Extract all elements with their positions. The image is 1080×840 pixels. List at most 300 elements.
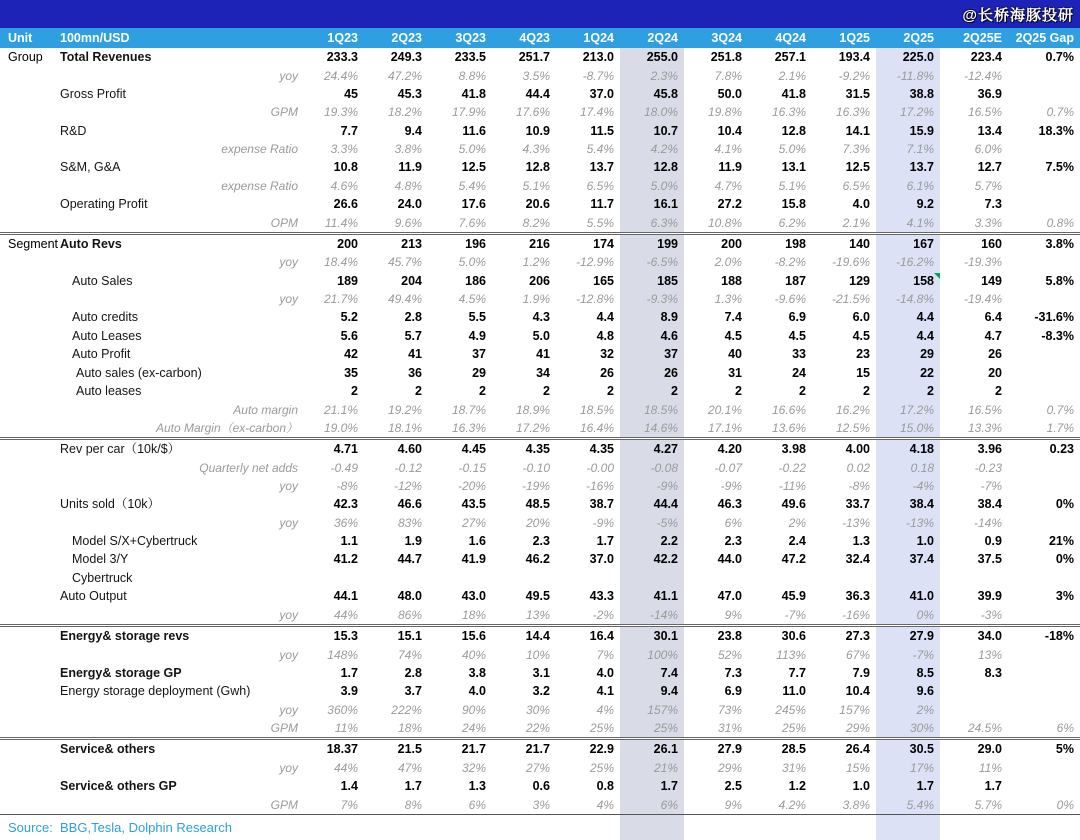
value-cell: 1.7 [620, 777, 684, 795]
value-cell: 16.2% [835, 402, 870, 417]
section-label [0, 796, 58, 815]
value-cell: 47.2 [781, 552, 806, 567]
value-cell: 43.0 [461, 589, 486, 604]
row-label: Energy& storage GP [60, 665, 182, 680]
value-cell: 6% [724, 515, 742, 530]
value-cell: 13.3% [967, 421, 1002, 435]
value-cell: 46.6 [397, 497, 422, 512]
value-cell [876, 569, 940, 587]
gap-cell: -18% [1008, 626, 1080, 646]
value-cell: 38.7 [589, 497, 614, 512]
value-cell: 2.8 [404, 665, 422, 680]
value-cell: 4.5 [724, 328, 742, 343]
value-cell: 4.4 [596, 310, 614, 325]
source-empty-cell [364, 815, 428, 840]
value-cell: 5.0% [458, 142, 486, 157]
value-cell [364, 569, 428, 587]
gap-cell [1008, 701, 1080, 719]
value-cell: 0.02 [846, 460, 870, 475]
header-quarter: 3Q24 [684, 28, 748, 48]
value-cell: 18.9% [515, 402, 550, 417]
value-cell: 4.3% [522, 142, 550, 157]
section-label [0, 66, 58, 84]
value-cell: 36.3 [845, 589, 870, 604]
value-cell: 9.4 [404, 123, 422, 138]
value-cell: 32.4 [845, 552, 870, 567]
value-cell: 22% [525, 721, 550, 736]
table-row [0, 195, 1080, 213]
value-cell: 17.2% [876, 103, 940, 121]
gap-cell: 1.7% [1046, 421, 1074, 435]
table-row [0, 345, 1080, 363]
value-cell: 29.0 [940, 739, 1008, 759]
value-cell: 52% [717, 647, 742, 662]
value-cell: -9% [620, 477, 684, 495]
value-cell: 5.4% [458, 178, 486, 193]
header-quarter: 1Q25 [812, 28, 876, 48]
value-cell: 1.6 [468, 534, 486, 549]
value-cell: 36 [408, 365, 422, 380]
value-cell: 200 [684, 233, 748, 253]
value-cell: 16.3% [771, 105, 806, 120]
row-label: OPM [270, 215, 298, 230]
value-cell: 6.2% [778, 215, 806, 230]
value-cell: 26.1 [620, 739, 684, 759]
section-label [0, 419, 58, 439]
value-cell: 46.2 [525, 552, 550, 567]
value-cell: 50.0 [717, 86, 742, 101]
value-cell: 6.0 [852, 310, 870, 325]
value-cell: 45.9 [781, 589, 806, 604]
value-cell: -0.15 [458, 460, 486, 475]
value-cell: 1.2% [522, 255, 550, 270]
value-cell: 4.3 [532, 310, 550, 325]
value-cell: 18% [397, 721, 422, 736]
table-row [0, 272, 1080, 290]
value-cell: 24 [792, 365, 806, 380]
value-cell: 4.27 [620, 439, 684, 459]
row-label: Auto Margin（ex-carbon） [155, 421, 298, 435]
value-cell: 225.0 [876, 48, 940, 66]
value-cell: -8% [848, 479, 870, 494]
value-cell: 26.6 [333, 197, 358, 212]
section-label [0, 290, 58, 308]
value-cell: 1.3 [852, 534, 870, 549]
value-cell: 2 [799, 383, 806, 398]
value-cell: 249.3 [390, 49, 422, 64]
section-label [0, 439, 58, 459]
value-cell: -21.5% [831, 292, 870, 307]
value-cell: 9.4 [620, 682, 684, 700]
value-cell: 2.4 [788, 534, 806, 549]
value-cell: 2 [479, 383, 486, 398]
gap-cell: 6% [1056, 721, 1074, 736]
value-cell: 12.8 [525, 160, 550, 175]
source-empty-cell [940, 815, 1008, 840]
source-empty-cell [556, 815, 620, 840]
value-cell: 4.8 [596, 328, 614, 343]
value-cell: 40 [728, 347, 742, 362]
value-cell: -12.4% [963, 68, 1002, 83]
value-cell: 30% [525, 702, 550, 717]
row-label: Service& others GP [60, 779, 177, 794]
gap-cell [1008, 85, 1080, 103]
value-cell: -7% [876, 646, 940, 664]
value-cell: 15 [856, 365, 870, 380]
row-label: Auto sales (ex-carbon) [76, 365, 202, 380]
value-cell: 6.9 [788, 310, 806, 325]
value-cell: 17% [876, 759, 940, 777]
value-cell: -9% [720, 479, 742, 494]
value-cell: 5.1% [522, 178, 550, 193]
value-cell: 6% [468, 797, 486, 812]
table-row [0, 701, 1080, 719]
value-cell: 187 [785, 273, 806, 288]
watermark-dolphin-research: @长桥海豚投研 [962, 6, 1074, 24]
value-cell: 7.4 [724, 310, 742, 325]
value-cell: 41.9 [461, 552, 486, 567]
value-cell: -9.2% [838, 68, 870, 83]
value-cell: 2.8 [404, 310, 422, 325]
value-cell: 193.4 [838, 49, 870, 64]
value-cell: 16.5% [967, 402, 1002, 417]
value-cell: 1.3% [714, 292, 742, 307]
value-cell [684, 569, 748, 587]
value-cell: -0.07 [714, 460, 742, 475]
value-cell: 44.0 [717, 552, 742, 567]
value-cell: 13.1 [781, 160, 806, 175]
value-cell: 35 [344, 365, 358, 380]
value-cell: 24.4% [323, 68, 358, 83]
value-cell: 174 [556, 233, 620, 253]
table-row [0, 327, 1080, 345]
value-cell: 2.3 [724, 534, 742, 549]
value-cell: 13.7 [589, 160, 614, 175]
value-cell: 6.1% [876, 177, 940, 195]
value-cell: 24.0 [397, 197, 422, 212]
value-cell: 8.2% [522, 215, 550, 230]
section-label [0, 587, 58, 605]
value-cell: -16% [585, 479, 614, 494]
table-row [0, 646, 1080, 664]
value-cell: 0.6 [532, 779, 550, 794]
value-cell: 2.5 [724, 779, 742, 794]
value-cell: 7.4 [620, 664, 684, 682]
gap-cell: -31.6% [1034, 310, 1074, 325]
value-cell: 165 [593, 273, 614, 288]
section-label [0, 777, 58, 795]
value-cell: 1.7 [340, 665, 358, 680]
value-cell: 26 [620, 364, 684, 382]
section-label [0, 214, 58, 234]
value-cell: 11% [978, 761, 1002, 776]
value-cell: 45 [344, 86, 358, 101]
table-row [0, 682, 1080, 700]
source-text: BBG,Tesla, Dolphin Research [58, 815, 300, 840]
section-label [0, 382, 58, 400]
header-quarter: 3Q23 [428, 28, 492, 48]
value-cell: 44.4 [620, 495, 684, 513]
gap-cell [1008, 646, 1080, 664]
gap-cell: -8.3% [1041, 328, 1074, 343]
value-cell: 9% [724, 607, 742, 622]
value-cell: 37.4 [876, 551, 940, 569]
value-cell: 11.6 [462, 123, 486, 138]
value-cell: 5.4% [876, 796, 940, 815]
value-cell: 4.5% [458, 292, 486, 307]
value-cell: 21.7 [492, 739, 556, 759]
value-cell: -19% [521, 479, 550, 494]
gap-cell [1008, 606, 1080, 626]
value-cell: 33 [792, 347, 806, 362]
header-quarter: 4Q23 [492, 28, 556, 48]
value-cell: 14.6% [620, 419, 684, 439]
value-cell: 4.0 [852, 197, 870, 212]
value-cell: 3.3% [974, 215, 1002, 230]
gap-cell [1008, 569, 1080, 587]
gap-cell: 3.8% [1008, 233, 1080, 253]
value-cell: 4.6% [330, 178, 358, 193]
table-row [0, 606, 1080, 626]
value-cell: -19.6% [831, 255, 870, 270]
value-cell: 36.9 [977, 86, 1002, 101]
gap-cell [1008, 195, 1080, 213]
gap-cell: 0% [1056, 797, 1074, 812]
value-cell: 2.2 [620, 532, 684, 550]
value-cell: 49.5 [525, 589, 550, 604]
value-cell: 200 [300, 233, 364, 253]
value-cell: 7% [340, 797, 358, 812]
value-cell: 206 [529, 273, 550, 288]
value-cell: 46.3 [717, 497, 742, 512]
value-cell: 199 [620, 233, 684, 253]
section-label [0, 272, 58, 290]
row-label: Total Revenues [60, 49, 152, 64]
value-cell: 23.8 [684, 626, 748, 646]
value-cell: 10.9 [525, 123, 550, 138]
value-cell: 40% [461, 647, 486, 662]
value-cell: -0.23 [974, 460, 1002, 475]
value-cell: 7.9 [852, 665, 870, 680]
gap-cell: 0.7% [1045, 49, 1074, 64]
header-quarter: 4Q24 [748, 28, 812, 48]
value-cell: 12.5 [461, 160, 486, 175]
value-cell: 49.4% [387, 292, 422, 307]
row-label: Model S/X+Cybertruck [72, 534, 198, 549]
gap-cell [1008, 759, 1080, 777]
section-label [0, 122, 58, 140]
row-label: expense Ratio [221, 142, 298, 157]
value-cell: 15.3 [300, 626, 364, 646]
value-cell: 4.4 [876, 327, 940, 345]
value-cell: 19.2% [387, 402, 422, 417]
header-quarter: 1Q23 [300, 28, 364, 48]
value-cell: 7.6% [458, 215, 486, 230]
value-cell: 15.1 [364, 626, 428, 646]
value-cell: 10.4 [717, 123, 742, 138]
value-cell: 6.4 [984, 310, 1002, 325]
table-row [0, 177, 1080, 195]
value-cell: 1.0 [852, 779, 870, 794]
value-cell: 17.2% [515, 421, 550, 435]
value-cell: 2 [995, 383, 1002, 398]
value-cell: 213.0 [582, 49, 614, 64]
value-cell: 2% [876, 701, 940, 719]
value-cell: 213 [364, 233, 428, 253]
value-cell: 16.5% [967, 105, 1002, 120]
row-label: yoy [279, 702, 298, 717]
value-cell: 3% [532, 797, 550, 812]
value-cell: 29% [717, 761, 742, 776]
row-label: Service& others [58, 739, 300, 759]
value-cell: 8.9 [620, 308, 684, 326]
table-row [0, 514, 1080, 532]
section-label [0, 477, 58, 495]
value-cell: 15.8 [781, 197, 806, 212]
value-cell: 198 [748, 233, 812, 253]
header-quarter-estimate: 2Q25E [940, 28, 1008, 48]
table-row [0, 290, 1080, 308]
value-cell: 17.6 [461, 197, 486, 212]
source-label: Source: [0, 815, 58, 840]
value-cell: 9.6% [394, 215, 422, 230]
value-cell: 158 [876, 272, 940, 290]
value-cell: 17.2% [876, 400, 940, 418]
value-cell: 3.96 [940, 439, 1008, 459]
gap-cell: 0% [1055, 552, 1074, 567]
value-cell: 38.8 [876, 85, 940, 103]
section-label [0, 253, 58, 271]
value-cell: 30% [876, 719, 940, 739]
table-row [0, 569, 1080, 587]
source-empty-cell [428, 815, 492, 840]
value-cell: 30.6 [748, 626, 812, 646]
value-cell: 4.00 [812, 439, 876, 459]
value-cell: 1.0 [876, 532, 940, 550]
table-row [0, 777, 1080, 795]
value-cell: 29% [845, 721, 870, 736]
table-row [0, 85, 1080, 103]
value-cell: 5.7 [404, 328, 422, 343]
value-cell: 42.3 [333, 497, 358, 512]
value-cell: -6.5% [620, 253, 684, 271]
value-cell: 18.5% [620, 400, 684, 418]
section-label [0, 759, 58, 777]
row-label: Auto Leases [72, 328, 142, 343]
value-cell: 18.2% [387, 105, 422, 120]
value-cell: 4.71 [300, 439, 364, 459]
table-row [0, 587, 1080, 605]
value-cell [940, 569, 1008, 587]
value-cell: -12.9% [575, 255, 614, 270]
value-cell: 26 [988, 347, 1002, 362]
value-cell: 2 [863, 383, 870, 398]
section-label: Segment [0, 233, 58, 253]
row-label: R&D [60, 123, 87, 138]
table-row [0, 739, 1080, 759]
value-cell: -8.7% [582, 68, 614, 83]
section-label [0, 364, 58, 382]
value-cell [940, 701, 1008, 719]
value-cell: -16.2% [876, 253, 940, 271]
value-cell: 2 [620, 382, 684, 400]
section-label: Group [8, 49, 43, 64]
value-cell: 37.0 [589, 552, 614, 567]
value-cell: 18.0% [620, 103, 684, 121]
section-label [0, 701, 58, 719]
section-label [0, 140, 58, 158]
source-empty-cell [300, 815, 364, 840]
value-cell: 28.5 [748, 739, 812, 759]
value-cell: -9.3% [620, 290, 684, 308]
value-cell: 6% [620, 796, 684, 815]
value-cell: 2 [415, 383, 422, 398]
value-cell: 2.1% [842, 215, 870, 230]
gap-cell: 5.8% [1045, 273, 1074, 288]
value-cell: 16.1 [620, 195, 684, 213]
value-cell: 44.7 [397, 552, 422, 567]
value-cell: 7.7 [340, 123, 358, 138]
table-row [0, 532, 1080, 550]
value-cell: 188 [721, 273, 742, 288]
section-label [0, 327, 58, 345]
table-row [0, 253, 1080, 271]
value-cell: 4.18 [876, 439, 940, 459]
value-cell: -13% [841, 515, 870, 530]
gap-cell [1008, 140, 1080, 158]
value-cell: -14.8% [876, 290, 940, 308]
value-cell: 5.0% [778, 142, 806, 157]
gap-cell [1008, 682, 1080, 700]
row-label: GPM [270, 105, 298, 120]
value-cell: 16.4% [579, 421, 614, 435]
value-cell: 22.9 [556, 739, 620, 759]
value-cell: 245% [775, 702, 806, 717]
value-cell: 1.4 [340, 779, 358, 794]
value-cell: 13% [977, 647, 1002, 662]
table-row [0, 400, 1080, 418]
row-label: expense Ratio [221, 178, 298, 193]
value-cell: 4.8% [394, 178, 422, 193]
value-cell: 18.1% [387, 421, 422, 435]
value-cell: 3.7 [404, 684, 422, 699]
section-label [0, 103, 58, 121]
gap-cell [1008, 253, 1080, 271]
value-cell: 4.45 [428, 439, 492, 459]
value-cell: 21.7 [428, 739, 492, 759]
value-cell: -13% [876, 514, 940, 532]
header-unit: Unit [0, 28, 58, 48]
row-label: yoy [279, 515, 298, 530]
quarterly-financials-table [0, 28, 1080, 840]
value-cell: 41.1 [620, 587, 684, 605]
value-cell: 15.6 [428, 626, 492, 646]
section-label [0, 682, 58, 700]
row-label: Cybertruck [72, 570, 133, 585]
row-label: yoy [279, 647, 298, 662]
value-cell: 3.9 [340, 684, 358, 699]
header-quarter: 2Q24 [620, 28, 684, 48]
section-label [0, 719, 58, 739]
gap-cell [1008, 290, 1080, 308]
value-cell [620, 569, 684, 587]
gap-cell [1008, 459, 1080, 477]
value-cell: -19.3% [963, 255, 1002, 270]
row-label: Auto leases [76, 383, 142, 398]
value-cell: -0.49 [330, 460, 358, 475]
value-cell: 7.7 [788, 665, 806, 680]
value-cell: -12.8% [575, 292, 614, 307]
